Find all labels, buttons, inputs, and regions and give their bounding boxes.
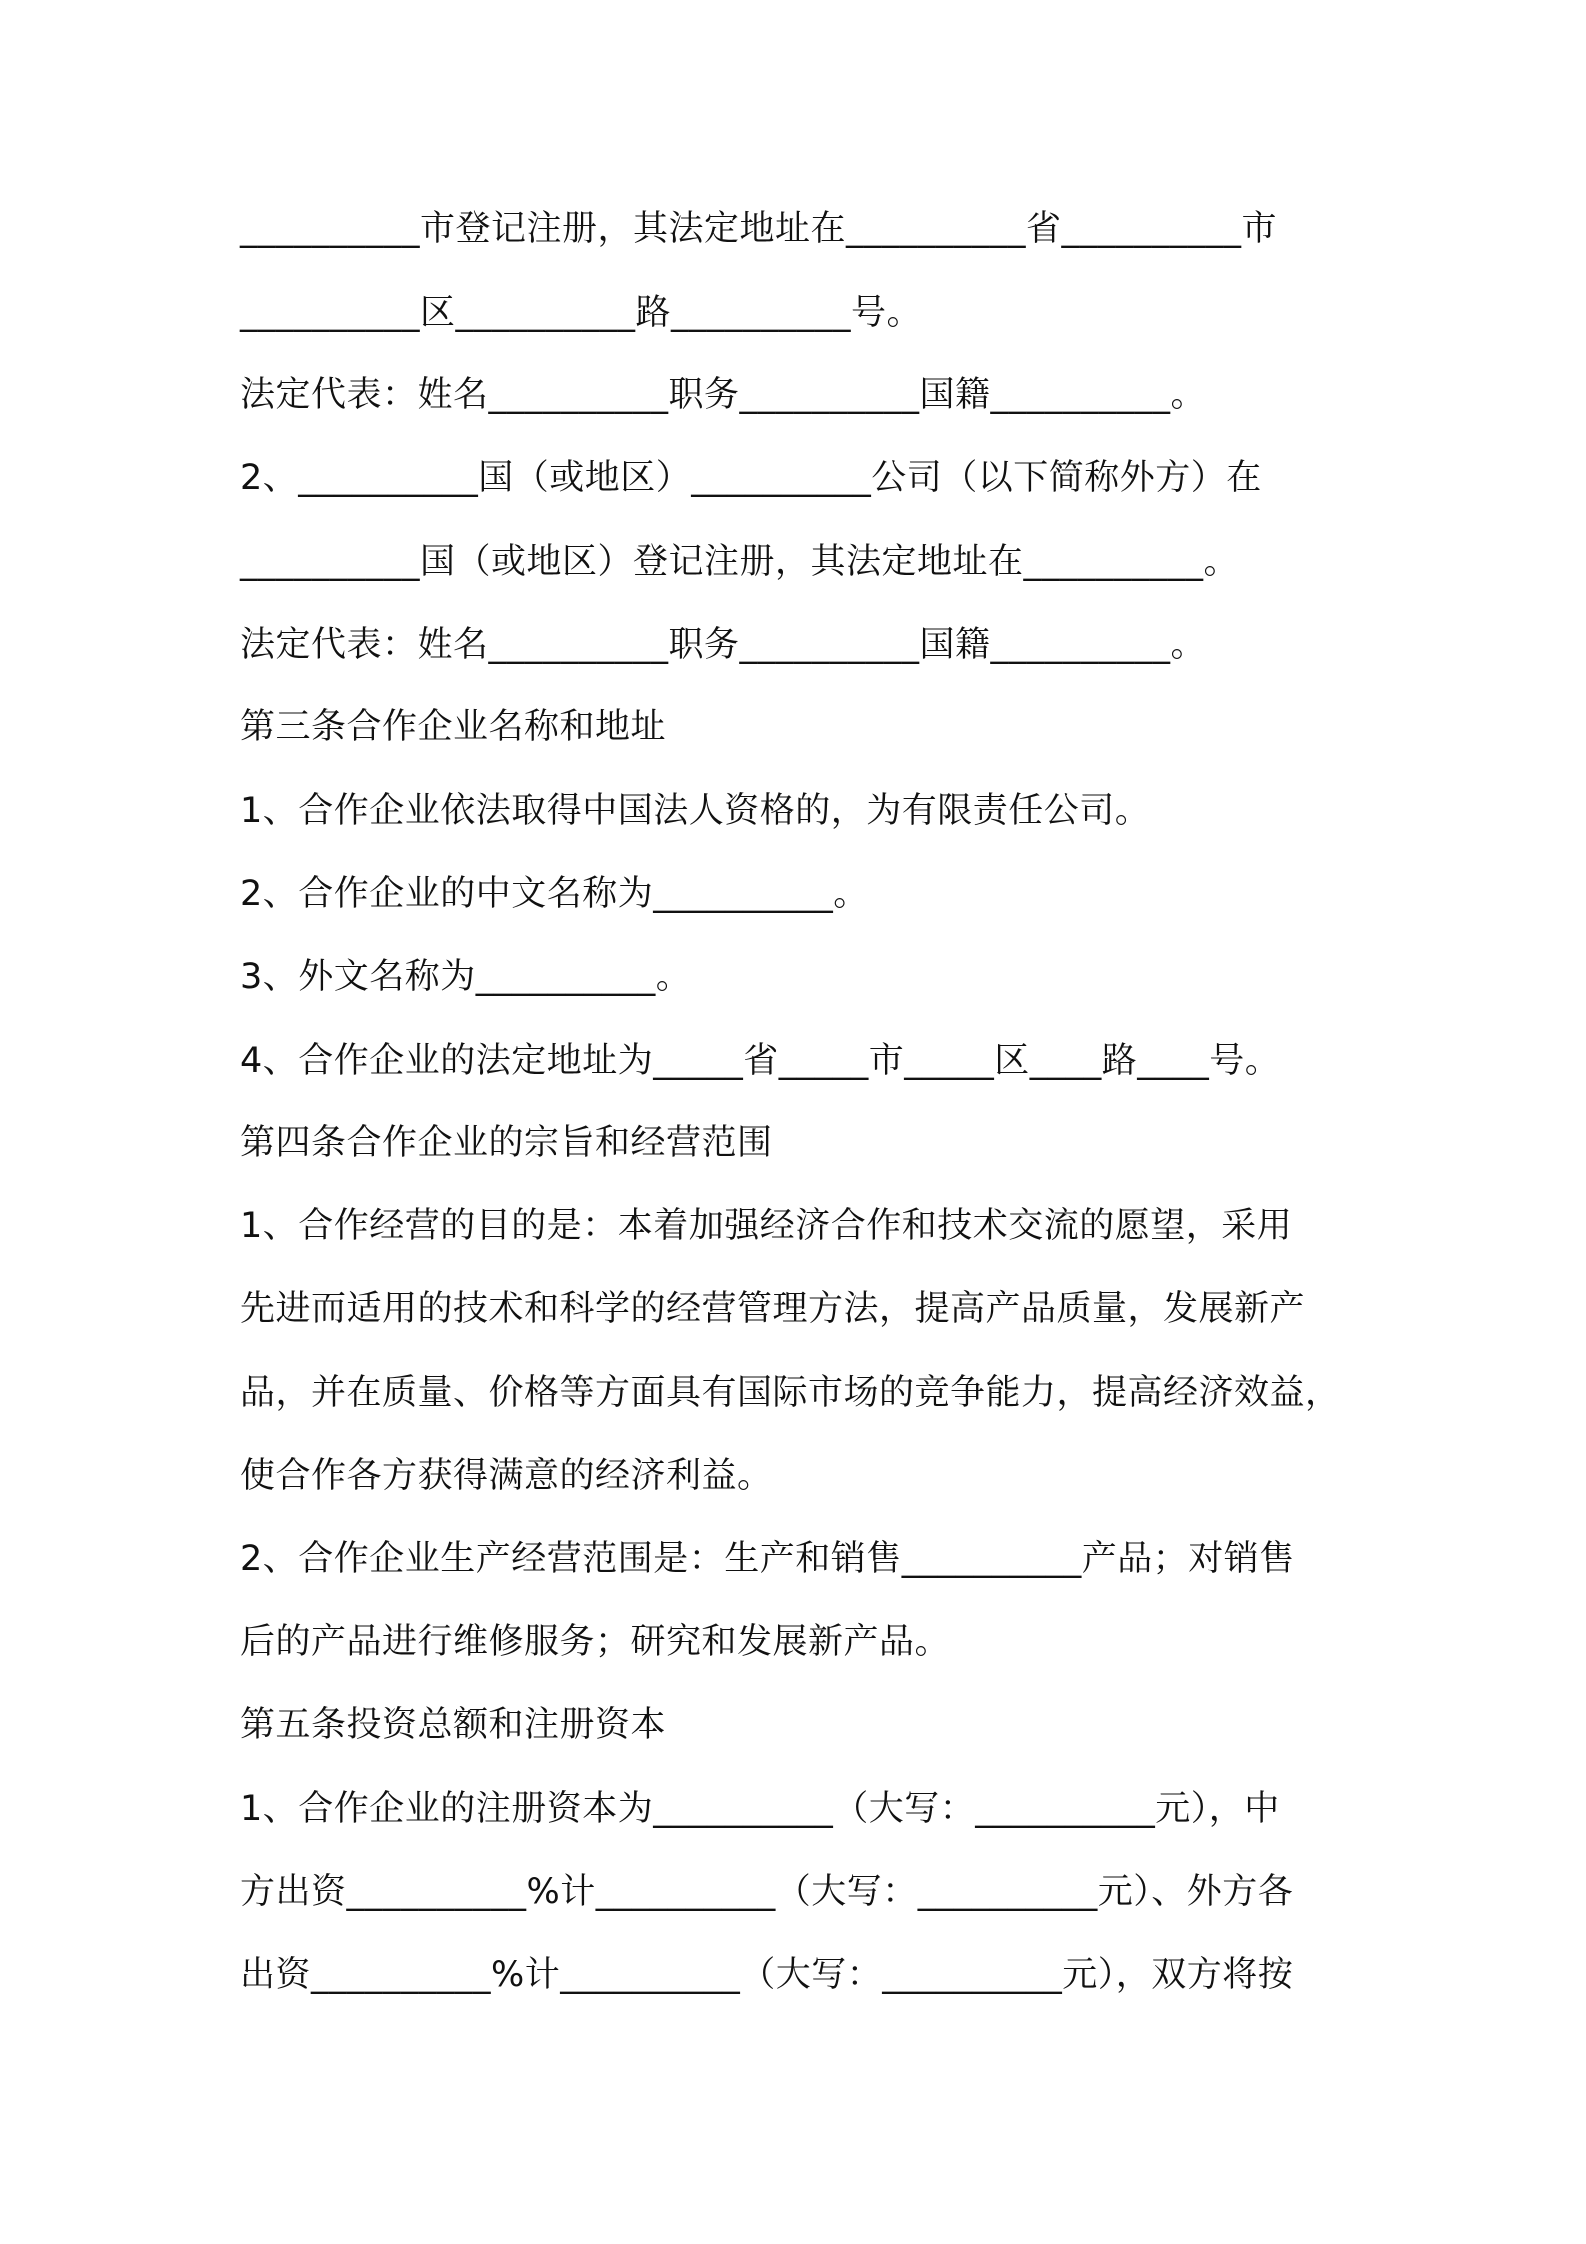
text-line: 1、合作企业依法取得中国法人资格的，为有限责任公司。 xyxy=(240,791,1151,831)
section-heading: 第五条投资总额和注册资本 xyxy=(240,1705,667,1745)
text-line: __________市登记注册，其法定地址在__________省__________市 xyxy=(240,209,1278,249)
text-line: 2、合作企业生产经营范围是：生产和销售__________产品；对销售 xyxy=(240,1539,1295,1579)
text-line: 法定代表：姓名__________职务__________国籍__________。 xyxy=(240,375,1207,415)
text-line: 使合作各方获得满意的经济利益。 xyxy=(240,1456,773,1496)
text-line: 1、合作企业的注册资本为__________（大写：__________元），中 xyxy=(240,1789,1280,1829)
section-heading: 第三条合作企业名称和地址 xyxy=(240,707,667,747)
text-line: 先进而适用的技术和科学的经营管理方法，提高产品质量，发展新产 xyxy=(240,1289,1306,1329)
text-line: 方出资__________%计__________（大写：__________元）、外方各 xyxy=(240,1872,1294,1912)
text-line: 4、合作企业的法定地址为_____省_____市_____区____路____号。 xyxy=(240,1041,1281,1081)
text-line: 2、合作企业的中文名称为__________。 xyxy=(240,874,869,914)
text-line: __________国（或地区）登记注册，其法定地址在__________。 xyxy=(240,542,1240,582)
text-line: 3、外文名称为__________。 xyxy=(240,957,692,997)
text-line: 出资__________%计__________（大写：__________元），双方将按 xyxy=(240,1955,1294,1995)
section-heading: 第四条合作企业的宗旨和经营范围 xyxy=(240,1123,773,1163)
text-line: 后的产品进行维修服务；研究和发展新产品。 xyxy=(240,1622,951,1662)
text-line: 2、__________国（或地区）__________公司（以下简称外方）在 xyxy=(240,458,1262,498)
text-line: __________区__________路__________号。 xyxy=(240,293,923,333)
text-line: 品，并在质量、价格等方面具有国际市场的竞争能力，提高经济效益， xyxy=(240,1373,1341,1413)
text-line: 法定代表：姓名__________职务__________国籍__________。 xyxy=(240,625,1207,665)
text-line: 1、合作经营的目的是：本着加强经济合作和技术交流的愿望，采用 xyxy=(240,1206,1293,1246)
